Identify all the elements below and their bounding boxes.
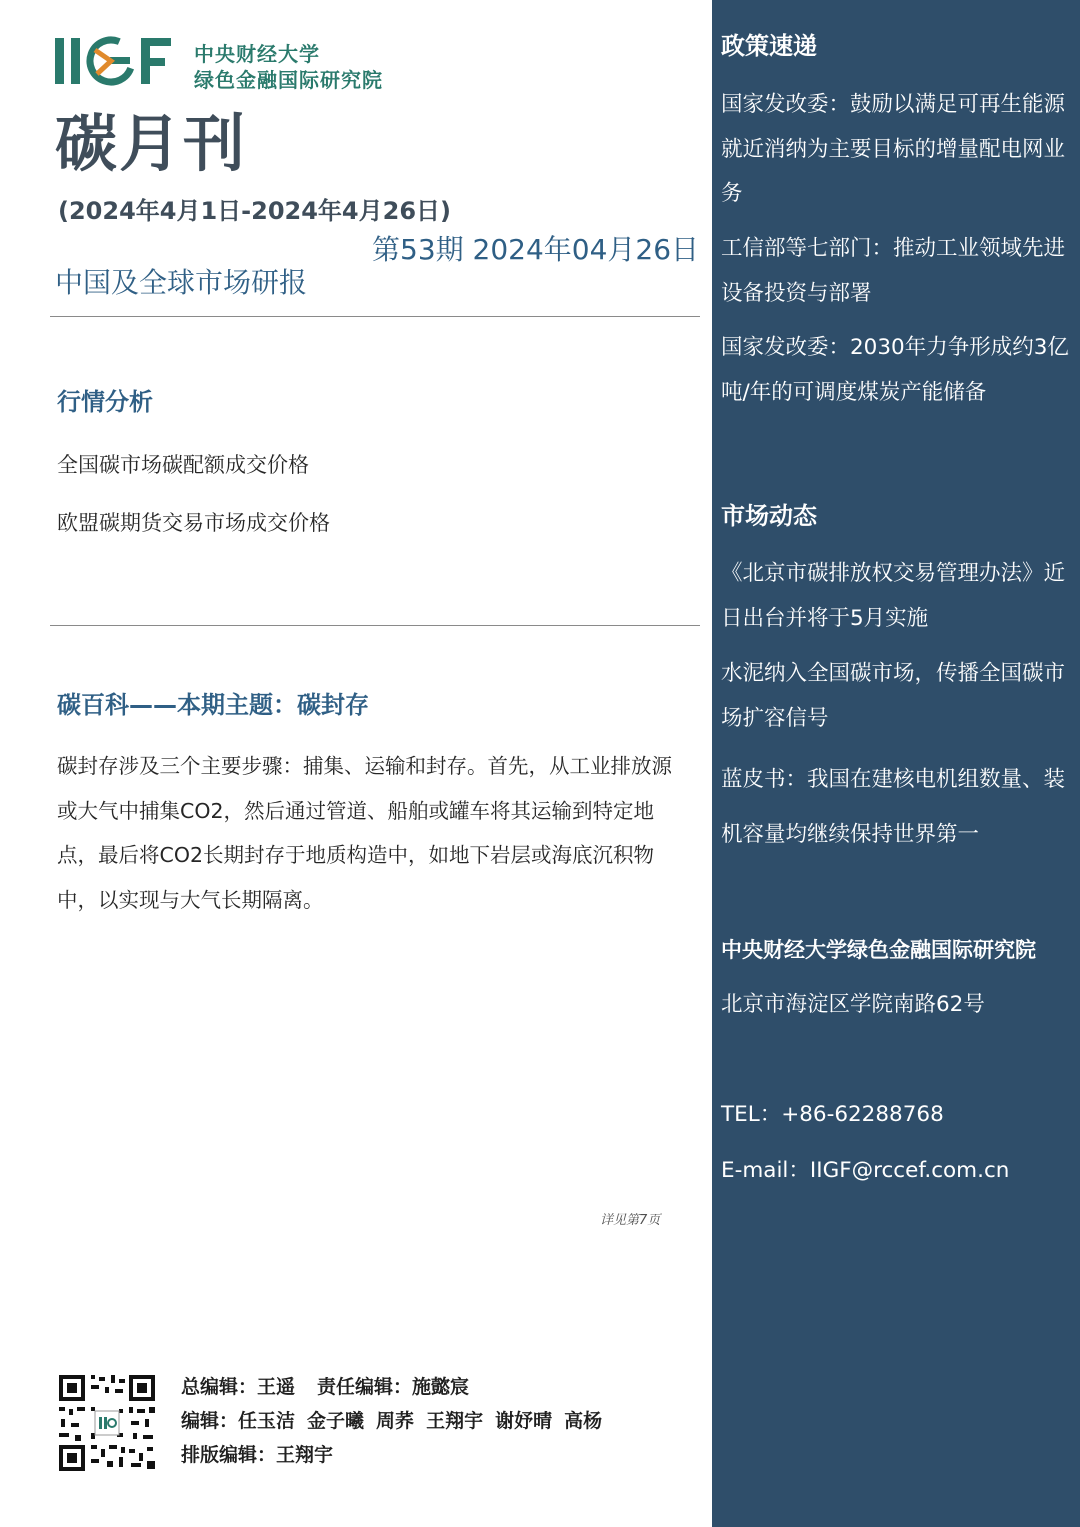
editors-label: 编辑： bbox=[181, 1410, 239, 1432]
encyclopedia-body: 碳封存涉及三个主要步骤：捕集、运输和封存。首先，从工业排放源或大气中捕集CO2，然后通过管道、船舶或罐车将其运输到特定地点，最后将CO2长期封存于地质构造中，如地下岩层或海底沉积物中，以实现与大气长期隔离。 bbox=[57, 754, 672, 912]
market-news-heading: 市场动态 bbox=[721, 502, 817, 530]
org-name-line2: 绿色金融国际研究院 bbox=[194, 68, 383, 92]
divider bbox=[50, 625, 700, 626]
editor-name: 王翔宇 bbox=[426, 1410, 484, 1432]
org-name-line1: 中央财经大学 bbox=[194, 42, 320, 66]
iigf-logo bbox=[55, 36, 415, 92]
issue-number: 第53期 2024年04月26日 bbox=[372, 233, 700, 266]
qr-code-icon bbox=[57, 1373, 157, 1473]
credits-line-1 bbox=[181, 1374, 469, 1400]
policy-heading: 政策速递 bbox=[721, 32, 817, 60]
divider bbox=[50, 316, 700, 317]
contact-org: 中央财经大学绿色金融国际研究院 bbox=[721, 938, 1036, 962]
publication-subtitle: 中国及全球市场研报 bbox=[55, 266, 308, 299]
policy-item[interactable]: 工信部等七部门：推动工业领域先进设备投资与部署 bbox=[721, 236, 1066, 306]
editor-name: 周荞 bbox=[376, 1410, 415, 1432]
date-range: (2024年4月1日-2024年4月26日) bbox=[58, 197, 451, 225]
editor-name: 谢妤晴 bbox=[495, 1410, 553, 1432]
iigf-logo-mark bbox=[55, 36, 185, 92]
editor-name: 金子曦 bbox=[307, 1410, 365, 1432]
publication-title: 碳月刊 bbox=[55, 107, 248, 180]
policy-item[interactable]: 国家发改委：鼓励以满足可再生能源就近消纳为主要目标的增量配电网业务 bbox=[721, 92, 1066, 206]
credits-line-2 bbox=[181, 1408, 602, 1434]
chief-editor: 总编辑：王遥 bbox=[181, 1376, 296, 1398]
sidebar bbox=[712, 0, 1080, 1527]
responsible-editor: 责任编辑：施懿宸 bbox=[317, 1376, 470, 1398]
market-analysis-item[interactable]: 全国碳市场碳配额成交价格 bbox=[57, 453, 309, 477]
contact-address: 北京市海淀区学院南路62号 bbox=[721, 992, 985, 1017]
market-news-item[interactable]: 蓝皮书：我国在建核电机组数量、装机容量均继续保持世界第一 bbox=[721, 767, 1066, 847]
credits-line-3 bbox=[181, 1442, 333, 1468]
market-news-item[interactable]: 水泥纳入全国碳市场，传播全国碳市场扩容信号 bbox=[721, 661, 1066, 731]
market-analysis-item[interactable]: 欧盟碳期货交易市场成交价格 bbox=[57, 511, 330, 535]
market-news-item[interactable]: 《北京市碳排放权交易管理办法》近日出台并将于5月实施 bbox=[721, 561, 1066, 631]
layout-editor: 排版编辑：王翔宇 bbox=[181, 1444, 334, 1466]
contact-email[interactable]: E-mail：IIGF@rccef.com.cn bbox=[721, 1158, 1010, 1183]
contact-tel[interactable]: TEL：+86-62288768 bbox=[721, 1102, 944, 1127]
market-analysis-heading: 行情分析 bbox=[57, 388, 153, 416]
see-page-link[interactable]: 详见第7页 bbox=[600, 1213, 661, 1228]
editor-name: 任玉洁 bbox=[238, 1410, 296, 1432]
policy-item[interactable]: 国家发改委：2030年力争形成约3亿吨/年的可调度煤炭产能储备 bbox=[721, 335, 1069, 405]
editor-name: 高杨 bbox=[564, 1410, 603, 1432]
encyclopedia-heading: 碳百科——本期主题：碳封存 bbox=[57, 691, 369, 719]
